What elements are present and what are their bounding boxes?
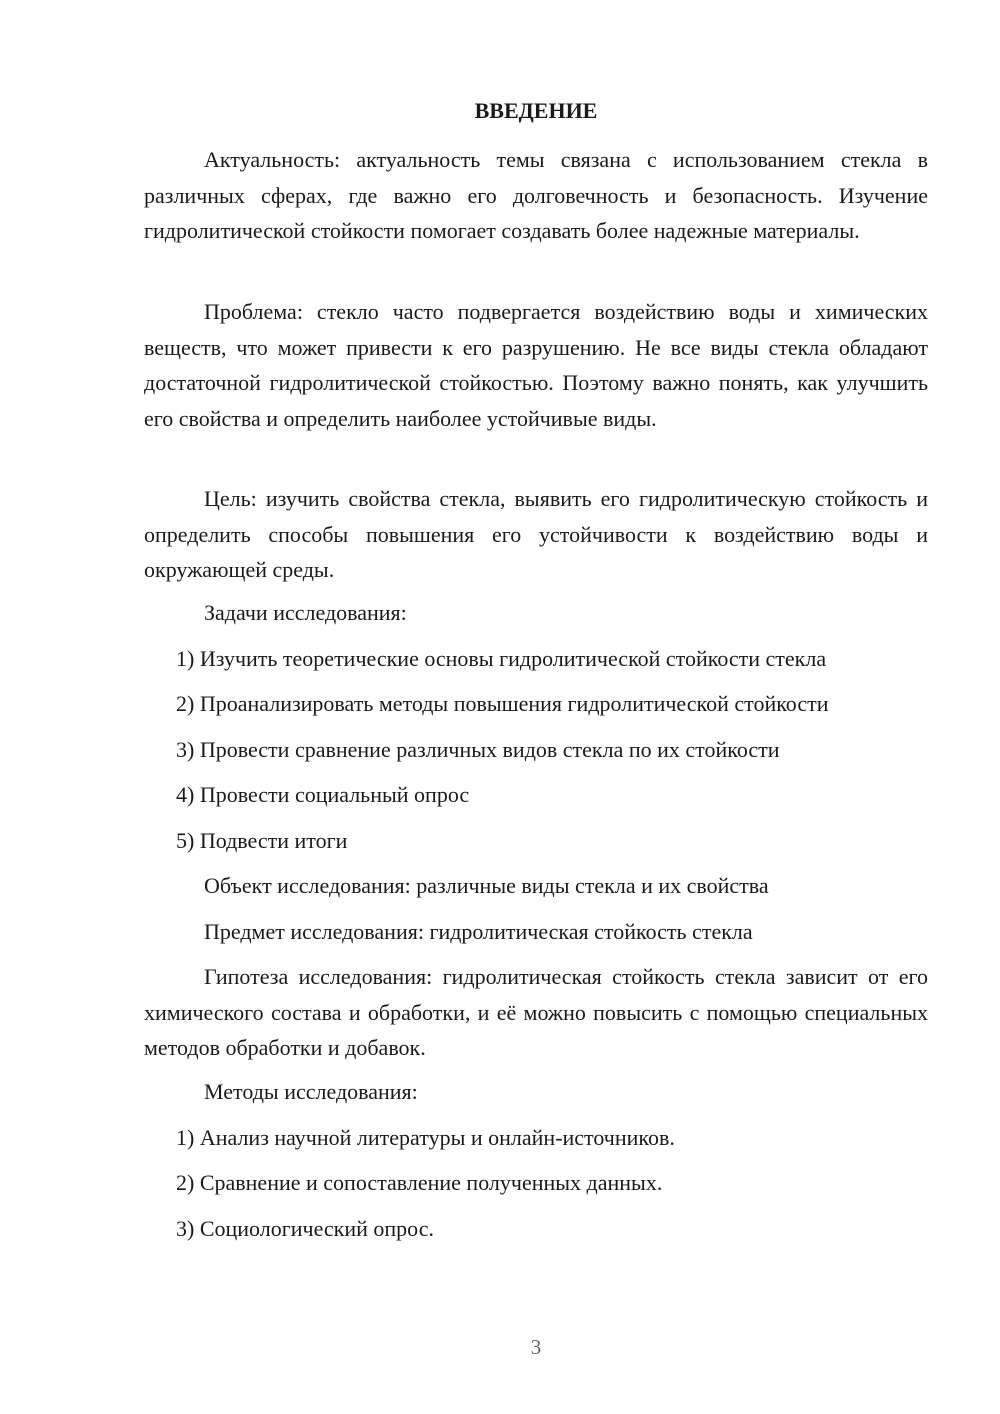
research-subject: Предмет исследования: гидролитическая стойкость стекла <box>204 919 753 944</box>
tasks-title: Задачи исследования: <box>204 600 407 625</box>
task-item: 4) Провести социальный опрос <box>176 782 470 807</box>
document-page <box>144 0 928 1414</box>
method-item: 3) Социологический опрос. <box>176 1216 434 1241</box>
relevance-paragraph: Актуальность: актуальность темы связана с использованием стекла в различных сферах, где важно его долговечность и безопасность. Изучение гидролитической стойкости помогает создавать более надежные материалы. <box>144 147 928 243</box>
problem-paragraph: Проблема: стекло часто подвергается воздействию воды и химических веществ, что может привести к его разрушению. Не все виды стекла обладают достаточной гидролитической стойкостью. Поэтому важно понять, как улучшить его свойства и определить наиболее устойчивые виды. <box>144 299 928 431</box>
hypothesis-paragraph: Гипотеза исследования: гидролитическая стойкость стекла зависит от его химического состава и обработки, и её можно повысить с помощью специальных методов обработки и добавок. <box>144 964 928 1060</box>
task-item: 2) Проанализировать методы повышения гидролитической стойкости <box>176 691 829 716</box>
page-title: ВВЕДЕНИЕ <box>474 98 598 123</box>
task-item: 1) Изучить теоретические основы гидролитической стойкости стекла <box>176 646 827 671</box>
methods-title: Методы исследования: <box>204 1079 418 1104</box>
task-item: 3) Провести сравнение различных видов стекла по их стойкости <box>176 737 780 762</box>
task-item: 5) Подвести итоги <box>176 828 348 853</box>
page-number: 3 <box>530 1335 542 1359</box>
method-item: 2) Сравнение и сопоставление полученных данных. <box>176 1170 663 1195</box>
method-item: 1) Анализ научной литературы и онлайн-источников. <box>176 1125 675 1150</box>
research-object: Объект исследования: различные виды стекла и их свойства <box>204 873 769 898</box>
goal-paragraph: Цель: изучить свойства стекла, выявить его гидролитическую стойкость и определить способы повышения его устойчивости к воздействию воды и окружающей среды. <box>144 486 928 582</box>
